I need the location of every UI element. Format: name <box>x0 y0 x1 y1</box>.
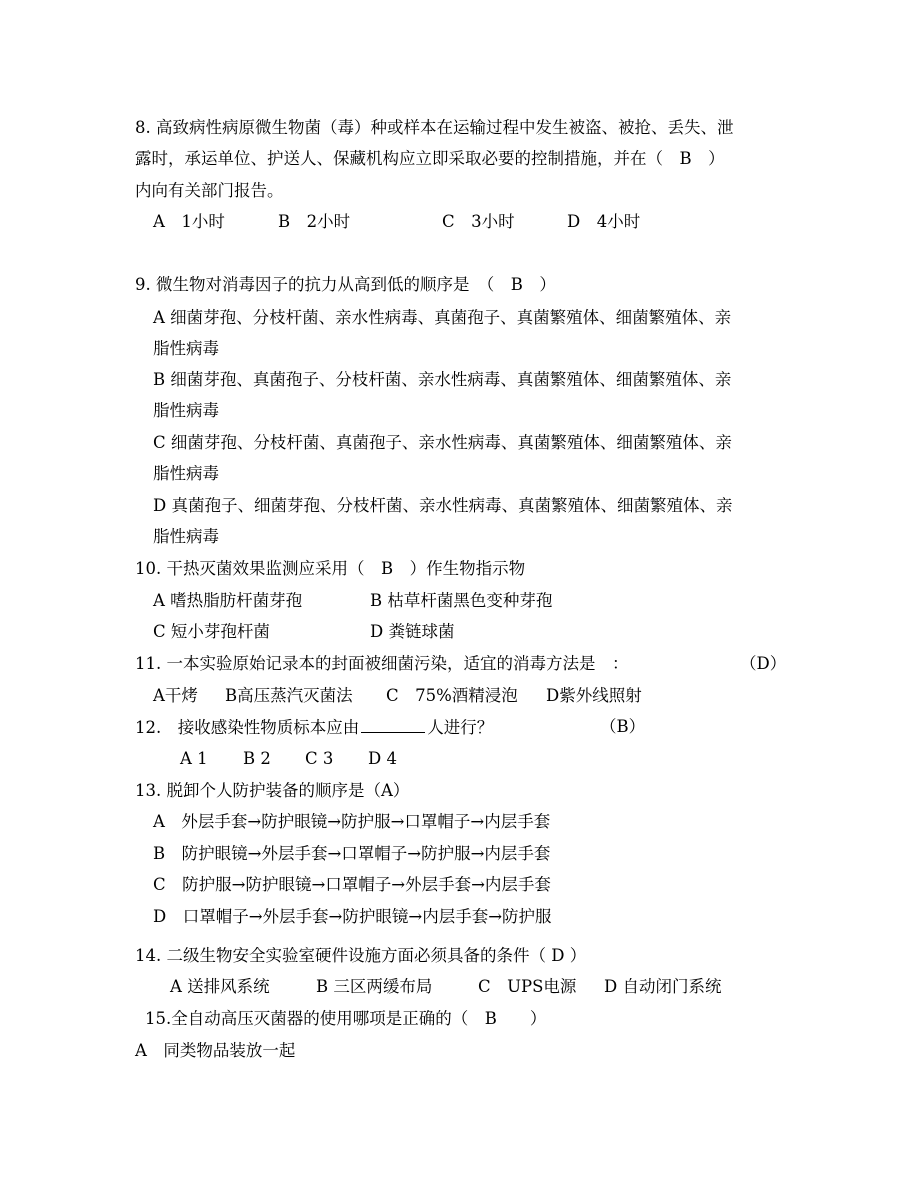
q14-option-a: A 送排风系统 <box>170 977 270 996</box>
q12-stem-part-2: 人进行？ <box>427 718 494 737</box>
q9-stem: 9. 微生物对消毒因子的抗力从高到低的顺序是 （ B ） <box>135 275 556 294</box>
q10-option-d: D 粪链球菌 <box>370 622 455 641</box>
q12-option-c: C 3 <box>305 749 334 768</box>
q12-stem-part-1: 12. 接收感染性物质标本应由 <box>135 718 360 737</box>
q15-option-a: A 同类物品装放一起 <box>135 1041 296 1060</box>
q11-stem: 11. 一本实验原始记录本的封面被细菌污染，适宜的消毒方法是 ： <box>135 654 629 673</box>
q9-option-b-line-2: 脂性病毒 <box>153 401 219 420</box>
q9-option-b-line-1: B 细菌芽孢、真菌孢子、分枝杆菌、亲水性病毒、真菌繁殖体、细菌繁殖体、亲 <box>153 370 732 389</box>
q13-option-a: A 外层手套→防护眼镜→防护服→口罩帽子→内层手套 <box>153 812 551 831</box>
q9-option-c-line-1: C 细菌芽孢、分枝杆菌、真菌孢子、亲水性病毒、真菌繁殖体、细菌繁殖体、亲 <box>153 433 732 452</box>
q9-option-c-line-2: 脂性病毒 <box>153 464 219 483</box>
q12-stem <box>135 716 493 739</box>
q9-option-d-line-1: D 真菌孢子、细菌芽孢、分枝杆菌、亲水性病毒、真菌繁殖体、细菌繁殖体、亲 <box>153 496 733 515</box>
q12-option-d: D 4 <box>368 749 397 768</box>
q11-option-b: B高压蒸汽灭菌法 <box>225 686 353 705</box>
q10-option-a: A 嗜热脂肪杆菌芽孢 <box>153 591 303 610</box>
q9-option-a-line-2: 脂性病毒 <box>153 339 219 358</box>
q8-stem-line-2: 露时，承运单位、护送人、保藏机构应立即采取必要的控制措施，并在（ B ） <box>135 149 725 168</box>
q12-option-b: B 2 <box>243 749 271 768</box>
q8-option-d: D 4小时 <box>567 212 641 231</box>
q14-option-b: B 三区两缓布局 <box>316 977 433 996</box>
q10-option-b: B 枯草杆菌黑色变种芽孢 <box>370 591 553 610</box>
q13-option-d: D 口罩帽子→外层手套→防护眼镜→内层手套→防护服 <box>153 907 552 926</box>
q11-option-c: C 75%酒精浸泡 <box>386 686 518 705</box>
q14-stem: 14. 二级生物安全实验室硬件设施方面必须具备的条件（ D ） <box>135 946 587 965</box>
q13-stem: 13. 脱卸个人防护装备的顺序是（A） <box>135 781 410 800</box>
q10-stem: 10. 干热灭菌效果监测应采用（ B ）作生物指示物 <box>135 559 526 578</box>
q8-option-b: B 2小时 <box>278 212 351 231</box>
q8-stem-line-1: 8. 高致病性病原微生物菌（毒）种或样本在运输过程中发生被盗、被抢、丢失、泄 <box>135 118 734 137</box>
q14-option-d: D 自动闭门系统 <box>604 977 722 996</box>
q12-answer: （B） <box>600 717 646 736</box>
q9-option-d-line-2: 脂性病毒 <box>153 527 219 546</box>
q8-stem-line-3: 内向有关部门报告。 <box>135 181 284 200</box>
q14-option-c: C UPS电源 <box>478 977 577 996</box>
q11-answer: （D） <box>740 654 787 673</box>
q9-option-a-line-1: A 细菌芽孢、分枝杆菌、亲水性病毒、真菌孢子、真菌繁殖体、细菌繁殖体、亲 <box>153 308 732 327</box>
q8-option-c: C 3小时 <box>442 212 515 231</box>
q8-option-a: A 1小时 <box>153 212 225 231</box>
q10-option-c: C 短小芽孢杆菌 <box>153 622 270 641</box>
q13-option-c: C 防护服→防护眼镜→口罩帽子→外层手套→内层手套 <box>153 875 551 894</box>
q11-option-d: D紫外线照射 <box>546 686 642 705</box>
q12-option-a: A 1 <box>180 749 208 768</box>
q11-option-a: A干烤 <box>153 686 198 705</box>
q12-fill-blank <box>361 716 425 733</box>
q15-stem: 15.全自动高压灭菌器的使用哪项是正确的（ B ） <box>145 1009 547 1028</box>
q13-option-b: B 防护眼镜→外层手套→口罩帽子→防护服→内层手套 <box>153 844 551 863</box>
